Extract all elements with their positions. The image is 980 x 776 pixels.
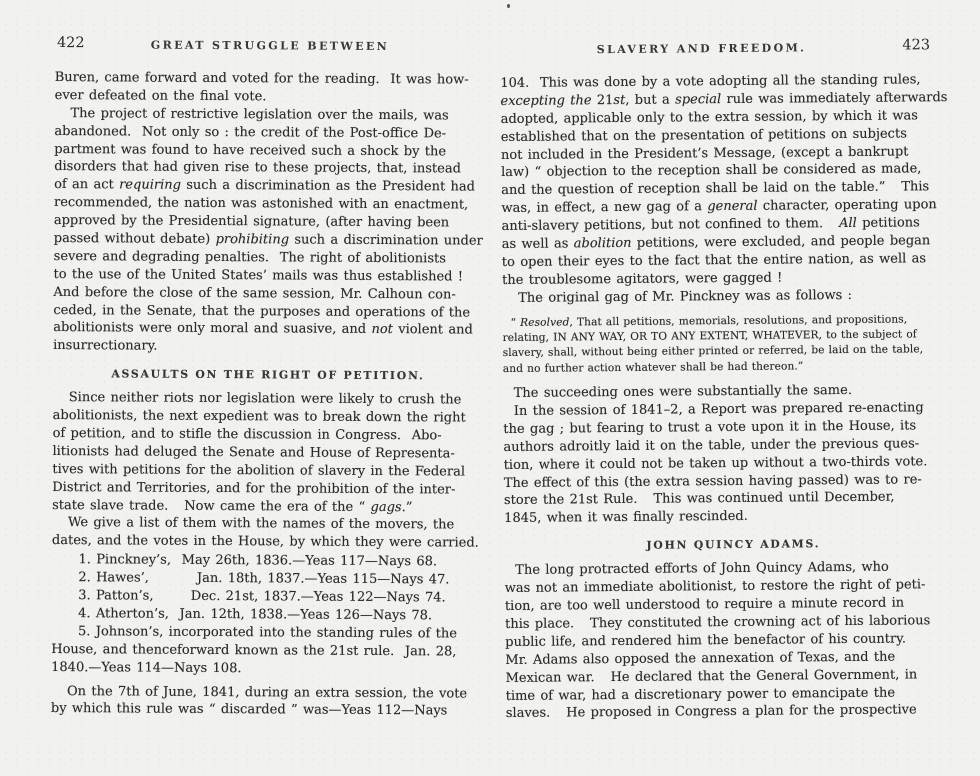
page-right [500, 37, 964, 723]
text-line: 1840.—Yeas 114—Nays 108. [51, 659, 242, 676]
text-line: And before the close of the same session, Mr. Calhoun con- [53, 284, 456, 303]
text-line: was not an immediate abolitionist, to restore the right of peti- [504, 577, 926, 597]
text-line: Mr. Adams also opposed the annexation of Texas, and the [505, 649, 896, 668]
text-line: 104. This was done by a vote adopting all the standing rules, [500, 72, 921, 91]
text-line: The effect of this (the extra session having passed) was to re- [503, 471, 922, 491]
text-line: excepting the 21st, but a special rule was immediately afterwards [500, 89, 948, 109]
text-line: ceded, in the Senate, that the purposes and operations of the [53, 302, 471, 321]
text-line: abolitionists, the next expedient was to break down the right [52, 408, 466, 426]
text-line: was, in effect, a new gag of a general character, operating upon [501, 197, 937, 217]
text-line: of petition, and to stifle the discussion in Congress. Abo- [52, 426, 442, 444]
text-line: abolitionists were only moral and suasive, and not violent and [53, 320, 473, 339]
text-line: authors adroitly laid it on the table, under the previous ques- [503, 436, 920, 455]
text-line: 1. Pinckney’s, May 26th, 1836.—Yeas 117—Nays 68. [51, 552, 438, 570]
text-line: The long protracted efforts of John Quincy Adams, who [504, 559, 889, 579]
text-line: partment was found to have received such a shock by the [54, 141, 447, 159]
page-body-left [51, 69, 485, 721]
text-line: of an act requiring such a discrimination as the President had [54, 177, 476, 195]
quote-block [502, 312, 961, 378]
text-line: anti-slavery petitions, but not confined to them. All petitions [501, 215, 920, 235]
running-header-left: GREAT STRUGGLE BETWEEN [150, 38, 390, 54]
text-line: established that on the presentation of petitions on subjects [500, 126, 907, 145]
paragraph-block [53, 105, 485, 358]
text-line: tion, are too well understood to require a minute record in [504, 595, 905, 615]
text-line: approved by the Presidential signature, (after having been [53, 213, 450, 231]
text-line: Mexican war. He declared that the General Government, in [505, 666, 918, 686]
paragraph-block [500, 71, 960, 290]
text-line: The project of restrictive legislation over the mails, was [54, 105, 449, 124]
text-line: tives with petitions for the abolition of slavery in the Federal [52, 461, 466, 480]
text-line: 5. Johnson’s, incorporated into the standing rules of the [51, 623, 458, 642]
text-line: 4. Atherton’s, Jan. 12th, 1838.—Yeas 126—Nays 78. [51, 605, 433, 624]
text-line: and the question of reception shall be laid on the table.” This [501, 179, 930, 199]
page-body-right [500, 71, 964, 723]
text-line: House, and thenceforward known as the 21st rule. Jan. 28, [51, 641, 457, 660]
running-header-right: SLAVERY AND FREEDOM. [596, 41, 807, 57]
text-line: In the session of 1841–2, a Report was prepared re-enacting [503, 400, 924, 420]
text-line: and no further action whatever shall be had thereon.” [502, 360, 804, 375]
page-header-right [500, 37, 958, 60]
text-line: this place. They constituted the crowning act of his laborious [504, 613, 931, 632]
text-line: dates, and the votes in the House, by which they were carried. [51, 533, 479, 551]
text-line: the troublesome agitators, were gagged ! [501, 270, 783, 288]
text-line: slavery, shall, without being either printed or referred, be laid on the table, [502, 343, 924, 360]
text-line: public life, and rendered him the benefactor of his country. [505, 631, 907, 650]
text-line: litionists had deluged the Senate and House of Representa- [52, 443, 455, 462]
text-line: adopted, applicable only to the extra session, by which it was [500, 108, 918, 127]
text-line: time of war, had a discretionary power to emancipate the [505, 685, 896, 704]
scan-speck [507, 4, 510, 8]
text-line: store the 21st Rule. This was continued until December, [503, 490, 895, 509]
text-line: slaves. He proposed in Congress a plan for the prospective [505, 702, 917, 722]
text-line: recommended, the nation was astonished with an enactment, [53, 195, 469, 213]
text-line: We give a list of them with the names of the movers, the [51, 515, 455, 533]
text-line: passed without debate) prohibiting such a discrimination under [53, 231, 483, 249]
text-line: by which this rule was “ discarded ” was—Yeas 112—Nays [50, 701, 448, 719]
text-line: the gag ; but fearing to trust a vote upon it in the House, its [503, 418, 917, 437]
page-header-left [55, 35, 485, 57]
paragraph-block [55, 69, 485, 107]
text-line: relating, IN ANY WAY, OR TO ANY EXTENT, WHATEVER, to the subject of [502, 328, 917, 344]
text-line: as well as abolition petitions, were excluded, and people began [501, 233, 931, 253]
paragraph-block [503, 381, 962, 528]
text-line: ever defeated on the final vote. [54, 87, 267, 105]
text-line: 1845, when it was finally rescinded. [504, 509, 748, 527]
text-line: to open their eyes to the fact that the entire nation, as well as [501, 251, 927, 270]
paragraph-block [51, 682, 481, 720]
text-line: to the use of the United States’ mails was thus established ! [53, 266, 464, 285]
text-line: 3. Patton’s, Dec. 21st, 1837.—Yeas 122—Nays 74. [51, 588, 446, 606]
text-line: disorders that had given rise to these projects, that, instead [54, 159, 461, 177]
text-line: abandoned. Not only so : the credit of the Post-office De- [54, 123, 447, 142]
section-heading: ASSAULTS ON THE RIGHT OF PETITION. [111, 367, 425, 383]
text-line: severe and degrading penalties. The right of abolitionists [53, 248, 446, 267]
list-block [51, 551, 482, 679]
text-line: District and Territories, and for the prohibition of the inter- [52, 479, 456, 498]
text-line: insurrectionary. [53, 338, 158, 354]
text-line: “ Resolved, That all petitions, memorials, resolutions, and propositions, [502, 313, 908, 329]
paragraph-block [52, 514, 482, 552]
page-number-left: 422 [56, 35, 85, 52]
text-line: The original gag of Mr. Pinckney was as follows : [502, 287, 853, 306]
paragraph-block [52, 389, 483, 517]
text-line: 2. Hawes’, Jan. 18th, 1837.—Yeas 115—Nays 47. [51, 570, 450, 588]
text-line: state slave trade. Now came the era of the “ gags.” [52, 497, 413, 515]
page-number-right: 423 [902, 37, 931, 54]
paragraph-block [502, 286, 960, 308]
text-line: tion, where it could not be taken up without a two-thirds vote. [503, 453, 928, 473]
text-line: The succeeding ones were substantially the same. [502, 383, 853, 402]
text-line: Since neither riots nor legislation were likely to crush the [52, 390, 462, 408]
text-line: Buren, came forward and voted for the reading. It was how- [54, 69, 469, 88]
text-line: On the 7th of June, 1841, during an extra session, the vote [50, 683, 468, 702]
text-line: not included in the President’s Message, (except a bankrupt [500, 144, 909, 163]
text-line: law) “ objection to the reception shall be considered as made, [501, 161, 922, 181]
section-heading: JOHN QUINCY ADAMS. [646, 537, 821, 553]
paragraph-block [505, 558, 964, 723]
page-left [50, 35, 485, 721]
